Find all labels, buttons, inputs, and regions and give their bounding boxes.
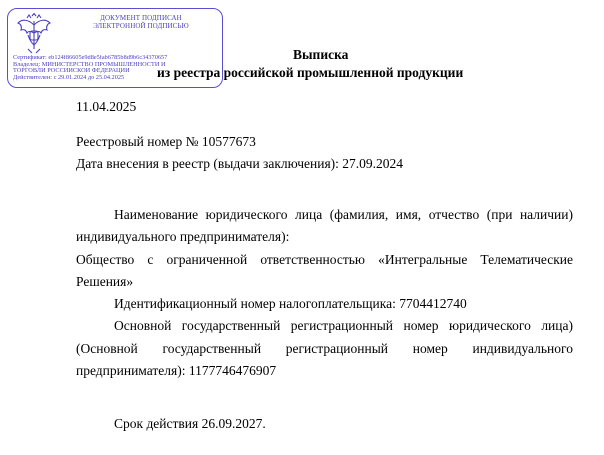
registry-date: Дата внесения в реестр (выдачи заключения): 27.09.2024 [76,156,404,172]
owner-line1: Владелец: МИНИСТЕРСТВО ПРОМЫШЛЕННОСТИ И [13,61,166,68]
registry-info [76,131,403,176]
inn: Идентификационный номер налогоплательщика: 7704412740 [114,296,467,312]
stamp-heading-line2: ЭЛЕКТРОННОЙ ПОДПИСЬЮ [93,22,189,30]
entity-name: Общество с ограниченной ответственностью «Интегральные Телематические Решения» [76,251,573,289]
russian-coat-of-arms-icon [16,13,52,55]
ogrn: Основной государственный регистрационный номер юридического лица) (Основной государственный регистрационный номер индивидуального предпринимателя): 1177746476907 [76,318,573,379]
company-details [76,204,573,382]
entity-label: Наименование юридического лица (фамилия, имя, отчество (при наличии) индивидуального предпринимателя): [76,207,573,245]
validity-period: Срок действия 26.09.2027. [114,416,266,431]
validity-period-line: Действителен: с 29.01.2024 до 25.04.2025 [13,74,125,81]
issue-date: 11.04.2025 [76,99,137,114]
title-line1: Выписка [293,47,349,62]
stamp-heading [64,14,218,30]
certificate-line: Сертификат: eb124f86605e9d8e5fab6785b8d9b6c34370657 [13,55,168,61]
stamp-heading-line1: ДОКУМЕНТ ПОДПИСАН [100,14,182,22]
owner-line2: ТОРГОВЛИ РОССИЙСКОЙ ФЕДЕРАЦИИ [13,68,130,75]
registry-number: Реестровый номер № 10577673 [76,134,256,149]
title-line2: из реестра российской промышленной продукции [157,65,464,80]
